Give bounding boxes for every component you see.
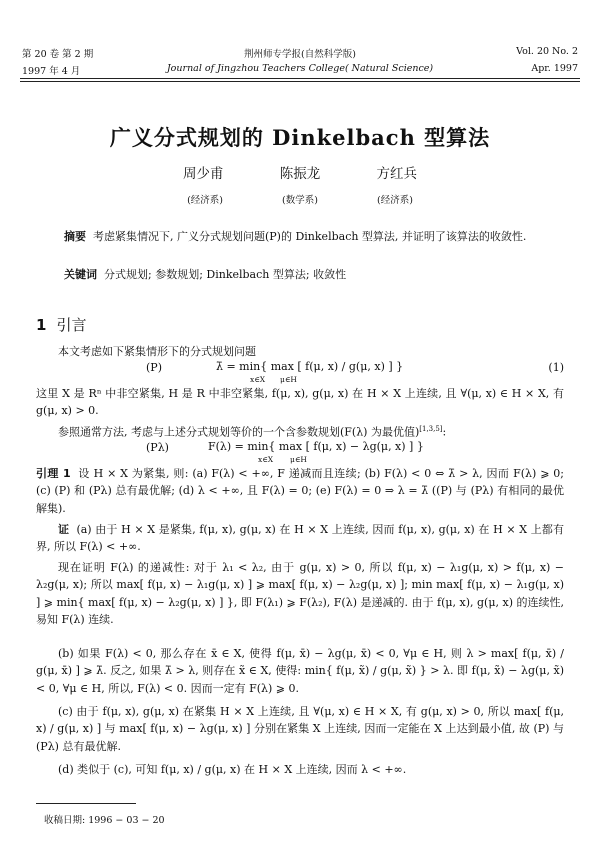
affiliation-2: (数学系) bbox=[282, 195, 318, 206]
volume-issue-en: Vol. 20 No. 2 bbox=[516, 46, 578, 57]
journal-name-en: Journal of Jingzhou Teachers College( Natural Science) bbox=[166, 63, 434, 74]
journal-name-cn: 荆州师专学报(自然科学版) bbox=[244, 49, 356, 60]
proof-b-paragraph: (b) 如果 F(λ) < 0, 那么存在 x̄ ∈ X, 使得 f(μ, x̄) − λg(μ, x̄) < 0, ∀μ ∈ H, 则 λ > max[ f(μ, x̄) / g(μ, x̄) ] ⩾ λ̄. 反之, 如果 λ̄ > λ, 则存在 x̃ ∈ X, 使得: min{ f(μ, x̃) / g(μ, x̃) } > λ. 即 f(μ, x̃) − λg(μ, x̃) < 0, ∀μ ∈ H, 所以, F(λ) < 0. 因而一定有 F(λ) ⩾ 0. bbox=[36, 647, 564, 695]
header-rule-bottom bbox=[20, 81, 580, 82]
issue-date-en: Apr. 1997 bbox=[531, 63, 578, 74]
where-paragraph: 这里 X 是 Rⁿ 中非空紧集, H 是 R 中非空紧集, f(μ, x), g(μ, x) 在 H × X 上连续, 且 ∀(μ, x) ∈ H × X, 有 g(μ, x) > 0. bbox=[36, 387, 564, 418]
lemma-text: 设 H × X 为紧集, 则: (a) F(λ) < +∞, F 递减而且连续; (b) F(λ) < 0 ⇔ λ̄ > λ, 因而 F(λ) ⩾ 0; (c) (P) 和 (Pλ) 总有最优解; (d) λ < +∞, 且 F(λ) = 0; (e) F(λ) = 0 ⇒ λ = λ̄ ((P) 与 (Pλ) 有相同的最优解集). bbox=[36, 467, 564, 515]
abstract-label: 摘要 bbox=[64, 230, 86, 243]
header-rule-top bbox=[20, 78, 580, 79]
decrease-paragraph: 现在证明 F(λ) 的递减性: 对于 λ₁ < λ₂, 由于 g(μ, x) > 0, 所以 f(μ, x) − λ₁g(μ, x) > f(μ, x) − λ₂g(μ, x); 所以 max[ f(μ, x) − λ₁g(μ, x) ] ⩾ max[ f(μ, x) − λ₂g(μ, x) ]; min max[ f(μ, x) − λ₁g(μ, x) ] ⩾ min{ max[ f(μ, x) − λ₂g(μ, x) ] }, 即 F(λ₁) ⩾ F(λ₂), F(λ) 是递减的. 由于 f(μ, x), g(μ, x) 的连续性, 易知 F(λ) 连续. bbox=[36, 561, 564, 627]
author-2: 陈振龙 bbox=[279, 166, 321, 182]
proof-d-paragraph: (d) 类似于 (c), 可知 f(μ, x) / g(μ, x) 在 H × X 上连续, 因而 λ < +∞. bbox=[58, 763, 407, 776]
eq2-min-subscript: x∈X bbox=[258, 455, 274, 464]
ref-text: 参照通常方法, 考虑与上述分式规划等价的一个含参数规划(F(λ) 为最优值) bbox=[58, 425, 420, 439]
affiliation-1: (经济系) bbox=[187, 195, 223, 206]
eq2-max-subscript: μ∈H bbox=[290, 455, 307, 464]
eq1-label: (P) bbox=[146, 361, 162, 374]
proof-label: 证 bbox=[58, 523, 70, 536]
footnote-rule bbox=[36, 803, 136, 804]
section-heading bbox=[36, 314, 86, 335]
abstract-text: 考虑紧集情况下, 广义分式规划问题(P)的 Dinkelbach 型算法, 并证明了该算法的收敛性. bbox=[93, 230, 527, 243]
proof-a-paragraph bbox=[36, 521, 564, 556]
eq2-label: (Pλ) bbox=[146, 441, 169, 454]
section-title: 引言 bbox=[56, 316, 87, 334]
eq1: λ̄ = min{ max [ f(μ, x) / g(μ, x) ] } bbox=[216, 360, 404, 373]
lemma-label: 引理 1 bbox=[36, 467, 71, 480]
affiliation-3: (经济系) bbox=[376, 195, 413, 206]
lemma-paragraph bbox=[36, 465, 564, 517]
author-list bbox=[0, 162, 600, 182]
affiliation-list bbox=[0, 192, 600, 206]
intro-paragraph: 本文考虑如下紧集情形下的分式规划问题 bbox=[58, 345, 256, 358]
ref-citation: [1,3,5] bbox=[419, 425, 443, 433]
volume-issue: 第 20 卷 第 2 期 bbox=[22, 49, 94, 60]
issue-date: 1997 年 4 月 bbox=[22, 66, 81, 77]
proof-a-text: (a) 由于 H × X 是紧集, f(μ, x), g(μ, x) 在 H × X 上连续, 因而 f(μ, x), g(μ, x) 在 H × X 上都有界, 所以 F(λ) < +∞. bbox=[36, 523, 565, 554]
eq2: F(λ) = min{ max [ f(μ, x) − λg(μ, x) ] } bbox=[208, 440, 424, 453]
abstract bbox=[50, 228, 550, 245]
ref-paragraph bbox=[36, 421, 564, 441]
footnote-received-date: 收稿日期: 1996 − 03 − 20 bbox=[44, 815, 165, 826]
author-1: 周少甫 bbox=[182, 166, 224, 182]
ref-end: : bbox=[442, 425, 447, 439]
paper-title: 广义分式规划的 Dinkelbach 型算法 bbox=[109, 125, 491, 150]
keywords-text: 分式规划; 参数规划; Dinkelbach 型算法; 收敛性 bbox=[104, 268, 347, 281]
eq1-min-subscript: x∈X bbox=[250, 375, 266, 384]
eq1-max-subscript: μ∈H bbox=[280, 375, 297, 384]
keywords-label: 关键词 bbox=[64, 268, 97, 281]
section-number: 1 bbox=[36, 316, 47, 334]
proof-c-paragraph: (c) 由于 f(μ, x), g(μ, x) 在紧集 H × X 上连续, 且 ∀(μ, x) ∈ H × X, 有 g(μ, x) > 0, 所以 max[ f(μ, x) / g(μ, x) ] 与 max[ f(μ, x) − λg(μ, x) ] 分别在紧集 X 上连续, 因而一定能在 X 上达到最小值, 故 (P) 与 (Pλ) 总有最优解. bbox=[36, 705, 564, 753]
keywords bbox=[64, 266, 550, 283]
author-3: 方红兵 bbox=[376, 166, 418, 182]
eq1-number: (1) bbox=[548, 361, 564, 374]
